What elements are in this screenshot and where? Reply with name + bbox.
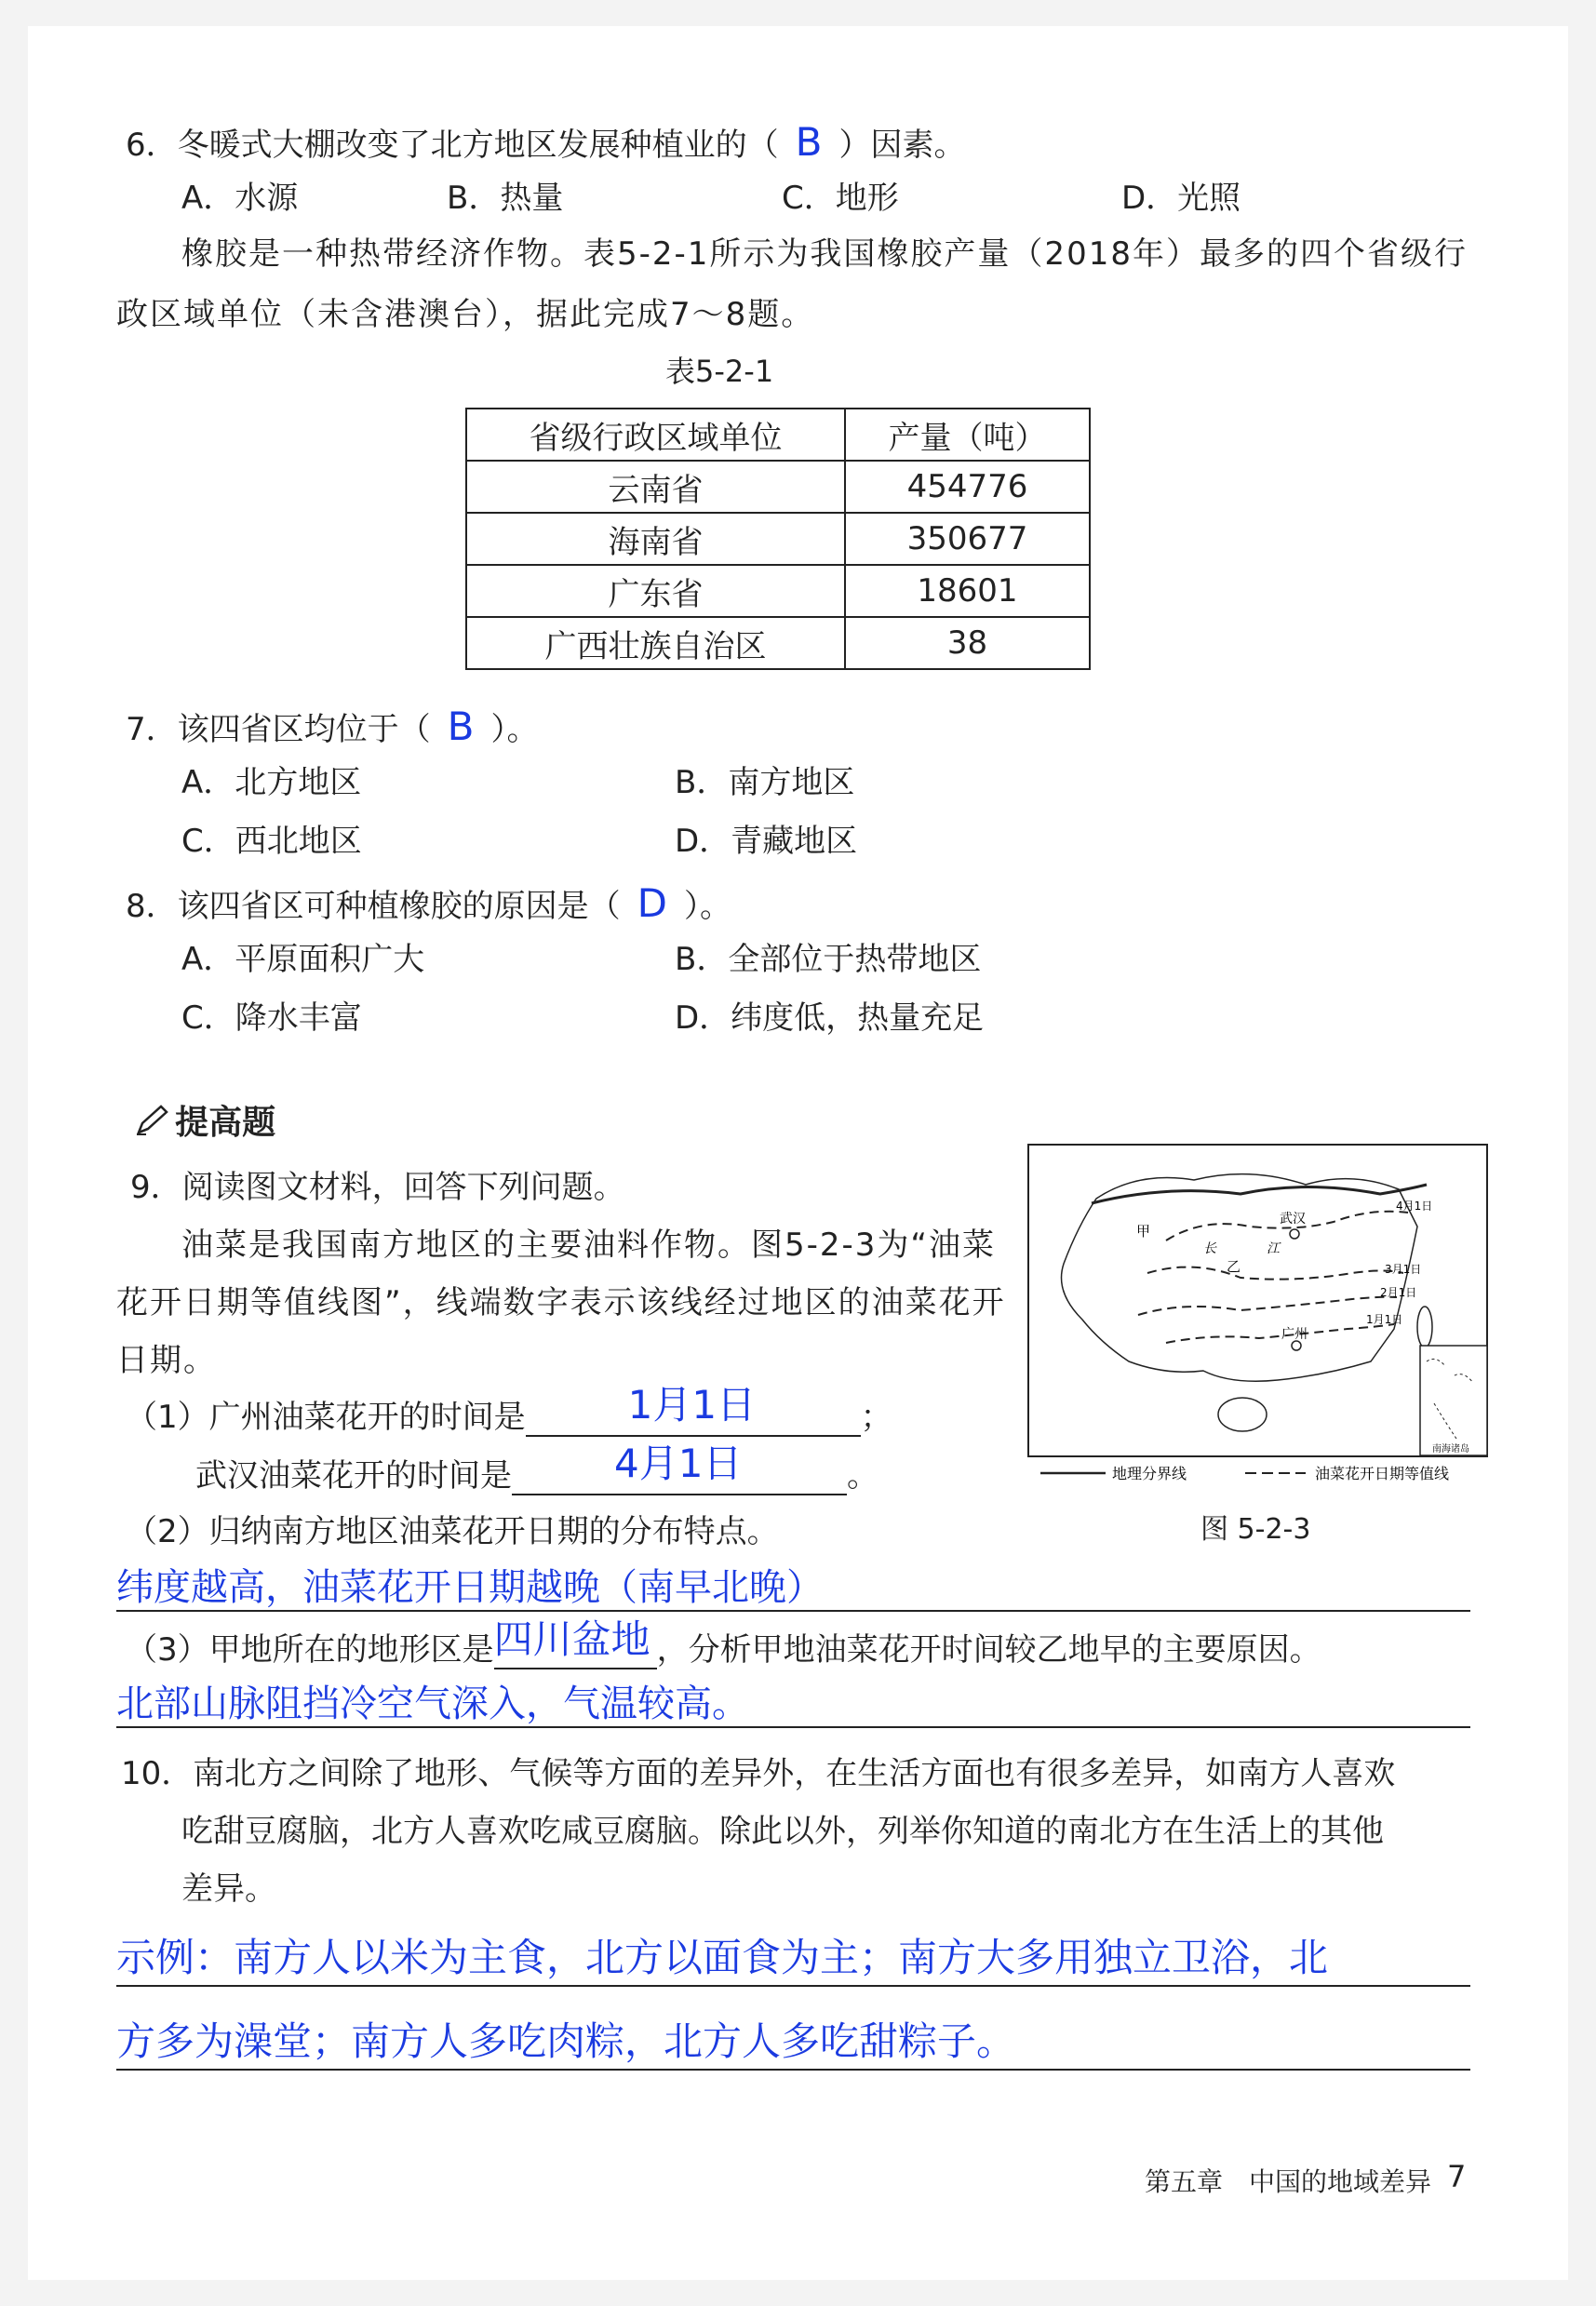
rubber-production-table bbox=[465, 408, 1091, 670]
table-header-output: 产量（吨） bbox=[845, 409, 1090, 461]
label-chang: 长 bbox=[1203, 1241, 1216, 1256]
q10-answer-line-1 bbox=[116, 1920, 1470, 1987]
intro-line-1: 橡胶是一种热带经济作物。表5-2-1所示为我国橡胶产量（2018年）最多的四个省级行 bbox=[181, 235, 1468, 273]
q6-stem-end: ）因素。 bbox=[838, 127, 966, 164]
q8-stem-text: 8．该四省区可种植橡胶的原因是（ bbox=[126, 888, 621, 925]
q9-part3-label: （3）甲地所在的地形区是 bbox=[126, 1631, 494, 1669]
q9-part1a-end: ； bbox=[860, 1399, 892, 1436]
q6-option-d: D．光照 bbox=[1121, 180, 1241, 217]
q9-part3-blank bbox=[493, 1616, 657, 1669]
table-row bbox=[466, 461, 1090, 513]
q9-part1a-blank bbox=[526, 1382, 861, 1437]
q10-stem-line-1: 10．南北方之间除了地形、气候等方面的差异外，在生活方面也有很多差异，如南方人喜欢 bbox=[121, 1755, 1396, 1792]
q6-option-c: C．地形 bbox=[782, 180, 899, 217]
table-cell-output: 454776 bbox=[845, 461, 1090, 513]
q9-part3 bbox=[126, 1616, 1321, 1669]
q9-part1b-blank bbox=[512, 1441, 847, 1495]
label-guangzhou: 广州 bbox=[1281, 1327, 1308, 1342]
label-inset: 南海诸岛 bbox=[1432, 1444, 1469, 1455]
label-apr-1: 4月1日 bbox=[1396, 1200, 1433, 1213]
table-cell-province: 海南省 bbox=[466, 513, 845, 565]
label-feb-1: 2月1日 bbox=[1380, 1286, 1417, 1299]
q10-answer-2: 方多为澡堂；南方人多吃肉粽，北方人多吃甜粽子。 bbox=[116, 2018, 1016, 2064]
q8-stem bbox=[126, 880, 731, 927]
q9-part2-answer: 纬度越高，油菜花开日期越晚（南早北晚） bbox=[116, 1566, 824, 1609]
table-header-row bbox=[466, 409, 1090, 461]
footer-page-number: 7 bbox=[1447, 2159, 1467, 2194]
q9-part1a-label: （1）广州油菜花开的时间是 bbox=[126, 1399, 526, 1436]
table-cell-province: 广东省 bbox=[466, 565, 845, 617]
table-row bbox=[466, 617, 1090, 669]
label-wuhan: 武汉 bbox=[1280, 1212, 1306, 1227]
map-svg bbox=[1026, 1143, 1524, 1496]
q7-option-c: C．西北地区 bbox=[181, 823, 362, 860]
q7-answer: B bbox=[447, 704, 475, 749]
q9-part1b bbox=[195, 1441, 878, 1495]
table-caption: 表5-2-1 bbox=[665, 354, 774, 389]
footer-chapter: 第五章 中国的地域差异 bbox=[1145, 2166, 1432, 2197]
q6-stem-text: 6．冬暖式大棚改变了北方地区发展种植业的（ bbox=[126, 127, 779, 164]
q10-answer-line-2 bbox=[116, 2004, 1470, 2071]
label-jan-1: 1月1日 bbox=[1366, 1313, 1403, 1326]
label-jiang: 江 bbox=[1267, 1241, 1280, 1256]
map-caption: 图 5-2-3 bbox=[1200, 1513, 1311, 1546]
answer-rule bbox=[116, 2069, 1470, 2071]
label-yi: 乙 bbox=[1227, 1258, 1241, 1275]
table-cell-province: 广西壮族自治区 bbox=[466, 617, 845, 669]
legend-boundary-label: 地理分界线 bbox=[1112, 1465, 1187, 1482]
label-jia: 甲 bbox=[1136, 1223, 1151, 1240]
answer-rule bbox=[116, 1726, 1470, 1728]
q9-stem: 9．阅读图文材料，回答下列问题。 bbox=[130, 1169, 625, 1206]
q7-stem-end: ）。 bbox=[490, 711, 539, 748]
q7-stem bbox=[126, 704, 538, 750]
table-header-province: 省级行政区域单位 bbox=[466, 409, 845, 461]
q9-part2-answer-line bbox=[116, 1552, 1470, 1612]
q8-option-a: A．平原面积广大 bbox=[181, 941, 425, 978]
q6-answer: B bbox=[795, 119, 823, 165]
q8-answer: D bbox=[637, 880, 667, 926]
section-title: 提高题 bbox=[175, 1103, 276, 1142]
q9-para-line-2: 花开日期等值线图”，线端数字表示该线经过地区的油菜花开 bbox=[116, 1284, 1006, 1321]
q7-option-b: B．南方地区 bbox=[675, 764, 855, 801]
q9-part2-label: （2）归纳南方地区油菜花开日期的分布特点。 bbox=[126, 1513, 779, 1550]
q7-option-d: D．青藏地区 bbox=[675, 823, 858, 860]
q9-part3-label-after: ，分析甲地油菜花开时间较乙地早的主要原因。 bbox=[656, 1631, 1321, 1669]
pencil-icon bbox=[135, 1105, 170, 1136]
table-row bbox=[466, 565, 1090, 617]
rapeseed-isoline-map bbox=[1026, 1143, 1524, 1496]
q6-stem bbox=[126, 119, 965, 166]
q7-option-a: A．北方地区 bbox=[181, 764, 362, 801]
q8-option-d: D．纬度低，热量充足 bbox=[675, 999, 985, 1037]
q9-part1b-label: 武汉油菜花开的时间是 bbox=[195, 1457, 512, 1495]
south-sea-inset bbox=[1420, 1346, 1487, 1455]
q9-para-line-1: 油菜是我国南方地区的主要油料作物。图5-2-3为“油菜 bbox=[181, 1227, 997, 1264]
table-cell-output: 38 bbox=[845, 617, 1090, 669]
q6-option-a: A．水源 bbox=[181, 180, 299, 217]
legend-isoline-label: 油菜花开日期等值线 bbox=[1315, 1465, 1450, 1482]
q6-option-b: B．热量 bbox=[447, 180, 564, 217]
table-cell-province: 云南省 bbox=[466, 461, 845, 513]
q8-option-b: B．全部位于热带地区 bbox=[675, 941, 982, 978]
q9-part3-answer-line bbox=[116, 1669, 1470, 1728]
label-mar-1: 3月1日 bbox=[1385, 1263, 1422, 1276]
answer-rule bbox=[116, 1610, 1470, 1612]
q7-stem-text: 7．该四省区均位于（ bbox=[126, 711, 431, 748]
q9-part3-answer2: 北部山脉阻挡冷空气深入，气温较高。 bbox=[116, 1683, 749, 1725]
q10-answer-1: 示例：南方人以米为主食，北方以面食为主；南方大多用独立卫浴，北 bbox=[116, 1935, 1329, 1980]
q9-part1b-answer: 4月1日 bbox=[614, 1441, 743, 1487]
q9-part3-answer1: 四川盆地 bbox=[493, 1616, 650, 1663]
q9-part1a bbox=[126, 1382, 892, 1437]
intro-line-2: 政区域单位（未含港澳台），据此完成7～8题。 bbox=[116, 296, 815, 333]
answer-rule bbox=[116, 1985, 1470, 1987]
q8-option-c: C．降水丰富 bbox=[181, 999, 362, 1037]
q9-part1b-end: 。 bbox=[847, 1457, 878, 1495]
section-header bbox=[135, 1096, 275, 1144]
table-cell-output: 350677 bbox=[845, 513, 1090, 565]
worksheet-page bbox=[28, 26, 1568, 2280]
q9-para-line-3: 日期。 bbox=[116, 1342, 217, 1379]
q10-stem-line-2: 吃甜豆腐脑，北方人喜欢吃咸豆腐脑。除此以外，列举你知道的南北方在生活上的其他 bbox=[181, 1813, 1384, 1850]
table-row bbox=[466, 513, 1090, 565]
q8-stem-end: ）。 bbox=[683, 888, 731, 925]
q10-stem-line-3: 差异。 bbox=[181, 1870, 276, 1908]
q9-part1a-answer: 1月1日 bbox=[627, 1382, 757, 1428]
table-cell-output: 18601 bbox=[845, 565, 1090, 617]
